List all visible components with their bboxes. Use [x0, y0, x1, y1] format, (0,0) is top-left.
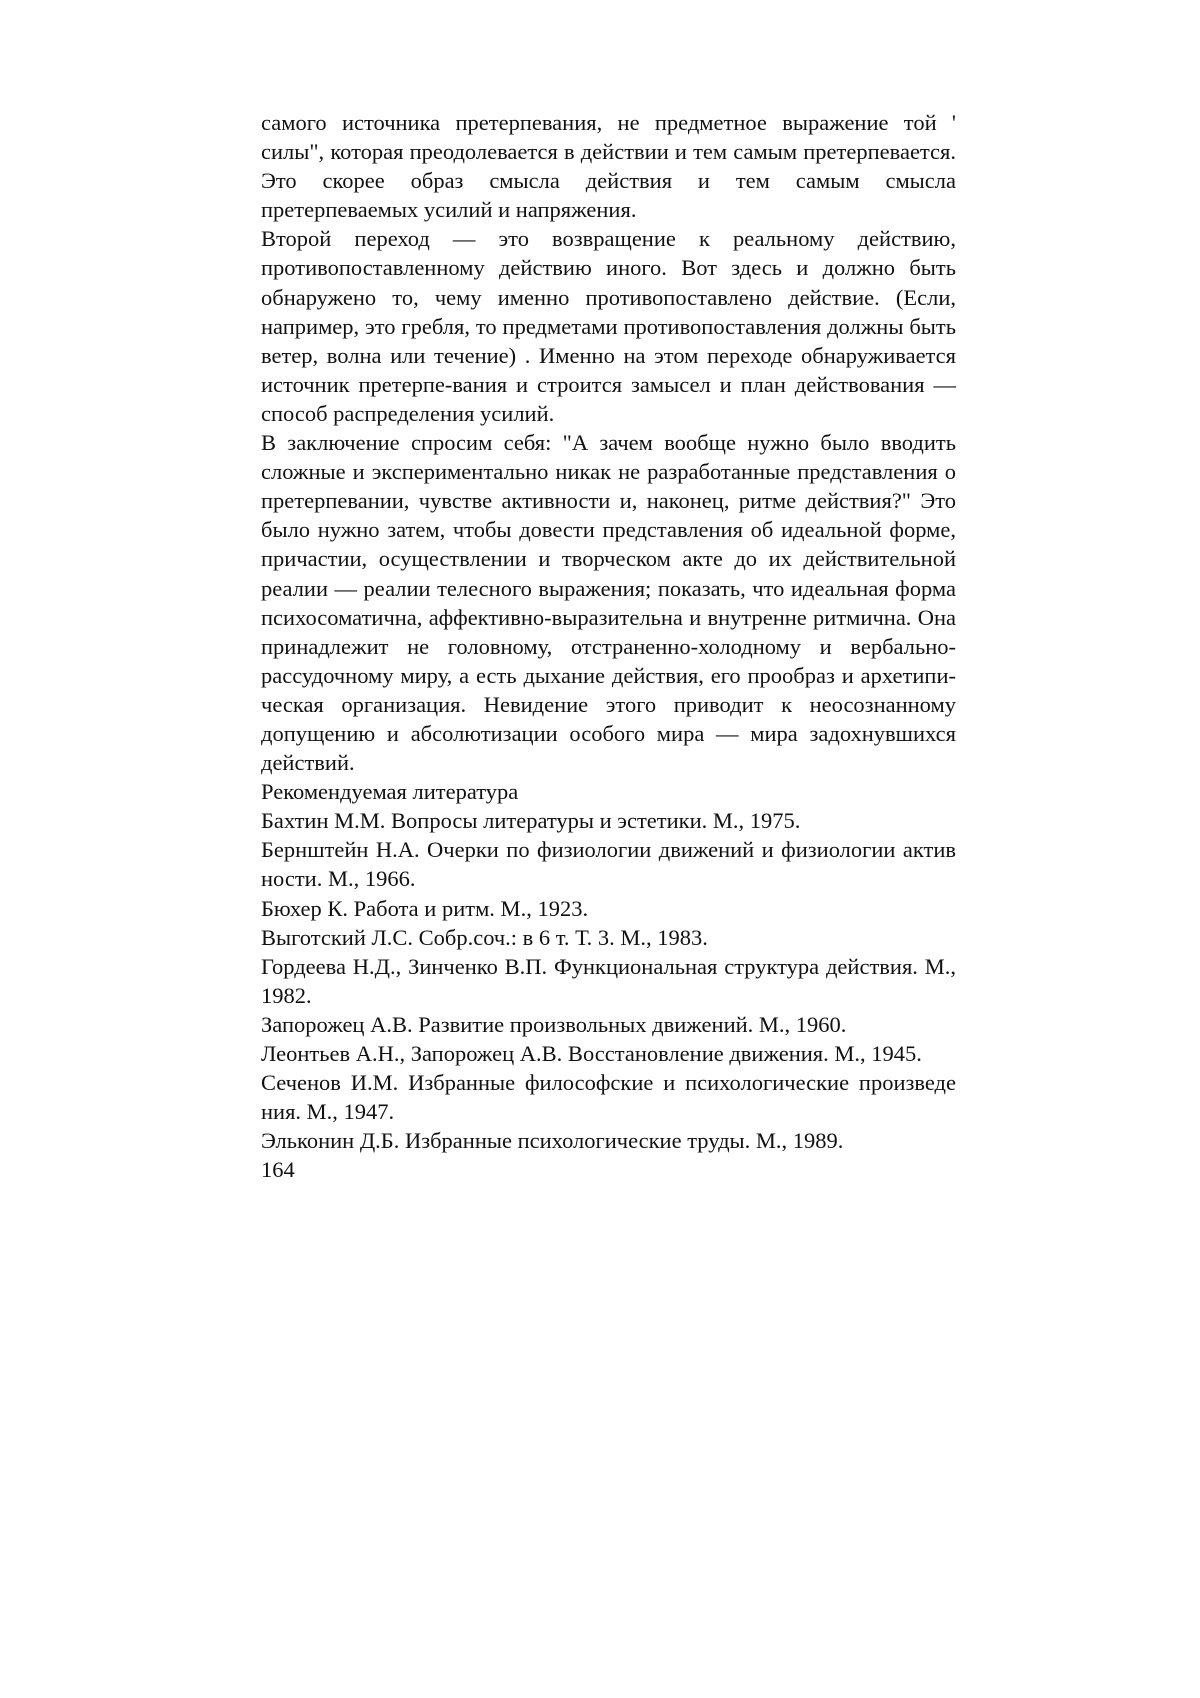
references-heading: Рекомендуемая литература: [261, 779, 519, 805]
reference-item: Выготский Л.С. Собр.соч.: в 6 т. Т. 3. М., 1983.: [261, 924, 708, 950]
reference-item: Бюхер К. Работа и ритм. М., 1923.: [261, 895, 589, 921]
page-number: 164: [261, 1157, 295, 1183]
references-section: [261, 777, 956, 1155]
page-text: [261, 108, 956, 1184]
paragraph: самого источника претерпевания, не предметное выражение той ' силы", которая преодолевается в действии и тем самым претерпевается. Это скорее образ смысла действия и тем самым смысла претерпеваемых усилий и напряжения.: [261, 110, 956, 223]
reference-item: Бернштейн Н.А. Очерки по физиологии движений и физиологии актив ности. М., 1966.: [261, 837, 956, 892]
paragraph: В заключение спросим себя: "А зачем вообще нужно было вводить сложные и экспериментально никак не разработанные представления о претерпевании, чувстве активности и, наконец, ритме действия?" Это было нужно затем, чтобы довести представления об идеальной форме, причастии, осуществлении и творческом акте до их действительной реалии — реалии телесного выражения; показать, что идеальная форма психосоматична, аффективно-выразительна и внутренне ритмична. Она принадлежит не головному, отстраненно-холодному и вербально-рассудочному миру, а есть дыхание действия, его прообраз и архетипи-ческая организация. Невидение этого приводит к неосознанному допущению и абсолютизации особого мира — мира задохнувшихся действий.: [261, 430, 956, 776]
reference-item: Эльконин Д.Б. Избранные психологические труды. М., 1989.: [261, 1128, 844, 1154]
reference-item: Сеченов И.М. Избранные философские и психологические произведе ния. М., 1947.: [261, 1070, 956, 1125]
paragraph: Второй переход — это возвращение к реальному действию, противопоставленному действию иного. Вот здесь и должно быть обнаружено то, чему именно противопоставлено действие. (Если, например, это гребля, то предметами противопоставления должны быть ветер, волна или течение) . Именно на этом переходе обнаруживается источник претерпе-вания и строится замысел и план действования — способ распределения усилий.: [261, 226, 956, 426]
reference-item: Гордеева Н.Д., Зинченко В.П. Функциональная структура действия. М., 1982.: [261, 953, 956, 1008]
reference-item: Запорожец А.В. Развитие произвольных движений. М., 1960.: [261, 1011, 847, 1037]
reference-item: Бахтин М.М. Вопросы литературы и эстетики. М., 1975.: [261, 808, 801, 834]
reference-item: Леонтьев А.Н., Запорожец А.В. Восстановление движения. М., 1945.: [261, 1041, 922, 1066]
